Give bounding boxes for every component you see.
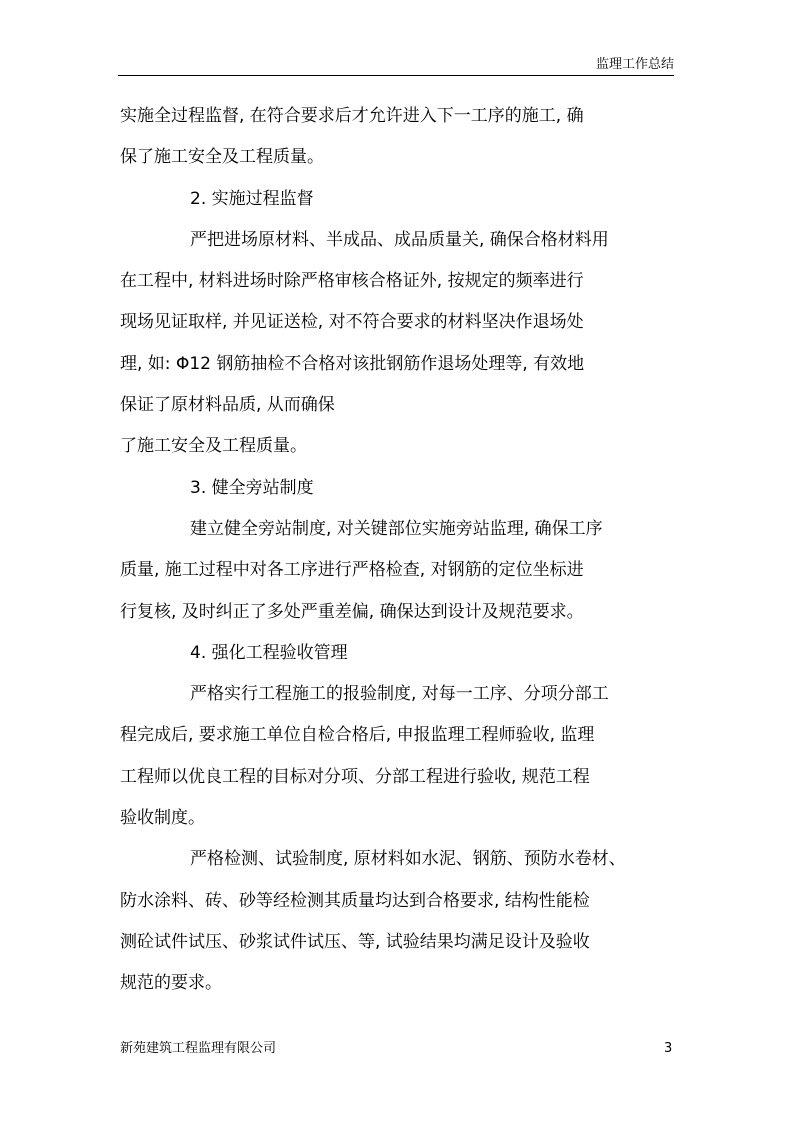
body-line: 了施工安全及工程质量。: [120, 436, 307, 457]
body-line: 程完成后, 要求施工单位自检合格后, 申报监理工程师验收, 监理: [120, 725, 595, 746]
body-line: 行复核, 及时纠正了多处严重差偏, 确保达到设计及规范要求。: [120, 601, 584, 622]
header-title: 监理工作总结: [595, 57, 674, 72]
body-line: 严格实行工程施工的报验制度, 对每一工序、分项分部工: [190, 684, 609, 705]
header-divider: [118, 75, 674, 76]
section-heading: 4. 强化工程验收管理: [190, 642, 348, 663]
body-line: 规范的要求。: [120, 973, 222, 994]
body-line: 在工程中, 材料进场时除严格审核合格证外, 按规定的频率进行: [120, 271, 584, 292]
section-heading: 3. 健全旁站制度: [190, 477, 314, 498]
body-line: 工程师以优良工程的目标对分项、分部工程进行验收, 规范工程: [120, 766, 590, 787]
body-line: 质量, 施工过程中对各工序进行严格检查, 对钢筋的定位坐标进: [120, 560, 584, 581]
body-line: 验收制度。: [120, 808, 205, 829]
body-line: 理, 如: Φ12 钢筋抽检不合格对该批钢筋作退场处理等, 有效地: [120, 353, 585, 374]
page-number: 3: [664, 1041, 673, 1056]
body-line: 防水涂料、砖、砂等经检测其质量均达到合格要求, 结构性能检: [120, 890, 590, 911]
body-line: 保了施工安全及工程质量。: [120, 147, 324, 168]
body-line: 现场见证取样, 并见证送检, 对不符合要求的材料坚决作退场处: [120, 312, 584, 333]
body-line: 建立健全旁站制度, 对关键部位实施旁站监理, 确保工序: [190, 518, 603, 539]
body-line: 测砼试件试压、砂浆试件试压、等, 试验结果均满足设计及验收: [120, 931, 590, 952]
body-line: 严格检测、试验制度, 原材料如水泥、钢筋、预防水卷材、: [190, 849, 626, 870]
document-body: [120, 96, 676, 1005]
body-line: 保证了原材料品质, 从而确保: [120, 395, 335, 416]
body-line: 实施全过程监督, 在符合要求后才允许进入下一工序的施工, 确: [120, 106, 584, 126]
body-line: 严把进场原材料、半成品、成品质量关, 确保合格材料用: [190, 229, 609, 250]
section-heading: 2. 实施过程监督: [190, 188, 314, 209]
footer-company: 新苑建筑工程监理有限公司: [120, 1041, 277, 1056]
